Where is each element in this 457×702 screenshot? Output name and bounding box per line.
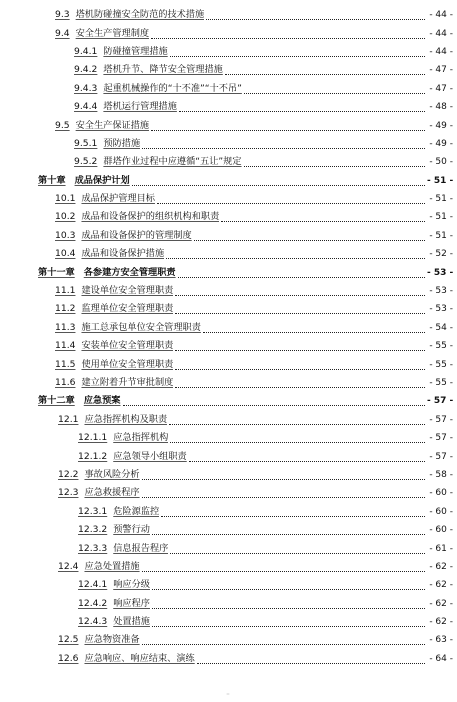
dot-leader [142, 496, 425, 498]
dot-leader [166, 257, 425, 259]
dot-leader [221, 220, 425, 222]
toc-entry-title [38, 267, 176, 279]
toc-entry[interactable] [0, 392, 457, 410]
toc-page-number: - 60 - [429, 488, 453, 499]
toc-entry-label: 事故风险分析 [84, 468, 140, 480]
toc-entry-title [78, 616, 150, 628]
dot-leader [142, 478, 425, 480]
toc-entry-title [55, 303, 173, 315]
toc-entry-number: 12.3.3 [78, 542, 108, 554]
toc-page-number: - 62 - [429, 561, 453, 572]
toc-entry-number: 12.4 [58, 560, 79, 572]
toc-entry-number: 12.4.1 [78, 579, 108, 591]
dot-leader [206, 18, 425, 20]
toc-entry-title [55, 28, 149, 40]
toc-page-number: - 55 - [429, 378, 453, 388]
toc-entry[interactable] [0, 208, 457, 226]
dot-leader [244, 165, 425, 167]
toc-entry-label: 成品和设备保护的管理制度 [81, 229, 192, 241]
toc-page-number: - 51 - [429, 194, 453, 205]
toc-entry-label: 监理单位安全管理职责 [81, 303, 174, 315]
toc-page-number: - 49 - [429, 120, 453, 131]
dot-leader [170, 552, 425, 554]
toc-entry-title [58, 653, 195, 665]
toc-entry-number: 12.1.2 [78, 450, 108, 462]
toc-entry-title [78, 432, 168, 444]
toc-page-number: - 55 - [429, 341, 453, 352]
toc-entry-label: 信息报告程序 [113, 542, 169, 554]
toc-entry-title [74, 138, 140, 150]
dot-leader [175, 312, 425, 314]
toc-page-number: - 51 - [427, 175, 454, 186]
toc-entry-label: 成品保护计划 [74, 174, 130, 186]
toc-page-number: - 52 - [429, 249, 453, 260]
dot-leader [132, 184, 425, 186]
dot-leader [179, 110, 425, 112]
toc-page-number: - 64 - [429, 653, 453, 664]
toc-entry[interactable] [0, 429, 457, 447]
toc-entry-title [58, 414, 167, 426]
toc-entry-number: 第十一章 [38, 266, 75, 278]
toc-entry-label: 建设单位安全管理职责 [81, 285, 174, 297]
toc-entry-number: 11.3 [55, 321, 76, 333]
toc-entry-number: 12.5 [58, 634, 79, 646]
toc-entry[interactable] [0, 521, 457, 539]
toc-page-number: - 51 - [429, 212, 453, 223]
dot-leader [203, 331, 425, 333]
toc-entry-label: 响应分级 [113, 579, 150, 591]
toc-entry-title [55, 211, 219, 223]
toc-page-number: - 44 - [429, 28, 453, 39]
toc-entry-label: 应急物资准备 [84, 634, 140, 646]
toc-entry[interactable] [0, 98, 457, 116]
toc-entry-number: 12.6 [58, 652, 79, 664]
toc-entry-number: 12.4.2 [78, 597, 108, 609]
toc-page-number: - 57 - [429, 451, 453, 462]
toc-entry[interactable] [0, 61, 457, 79]
toc-entry-label: 使用单位安全管理职责 [81, 358, 174, 370]
toc-entry[interactable] [0, 80, 457, 98]
dot-leader [152, 588, 425, 590]
toc-entry-number: 9.5.1 [74, 137, 98, 149]
toc-entry[interactable] [0, 484, 457, 502]
toc-page-number: - 62 - [429, 580, 453, 591]
toc-entry-number: 11.4 [55, 340, 76, 352]
toc-entry[interactable] [0, 374, 457, 392]
dot-leader [151, 129, 425, 131]
toc-entry[interactable] [0, 447, 457, 465]
toc-entry[interactable] [0, 245, 457, 263]
toc-page-number: - 57 - [429, 414, 453, 425]
dot-leader [152, 625, 425, 627]
toc-entry-label: 应急领导小组职责 [113, 450, 187, 462]
toc-entry-number: 9.5.2 [74, 156, 98, 168]
dot-leader [161, 515, 425, 517]
toc-entry-number: 9.4 [55, 27, 70, 39]
toc-page-number: - 57 - [427, 396, 454, 407]
toc-entry-label: 塔机运行管理措施 [103, 101, 177, 113]
toc-entry-title [78, 451, 187, 463]
toc-entry-label: 塔机升节、降节安全管理措施 [103, 64, 223, 76]
toc-entry-title [78, 524, 150, 536]
toc-entry-title [55, 230, 192, 242]
toc-entry[interactable] [0, 337, 457, 355]
toc-entry[interactable] [0, 135, 457, 153]
toc-entry-label: 应急处置措施 [84, 560, 140, 572]
dot-leader [189, 460, 425, 462]
toc-entry-number: 9.4.3 [74, 82, 98, 94]
toc-page-number: - 47 - [429, 83, 453, 94]
dot-leader [194, 239, 425, 241]
toc-entry-number: 10.4 [55, 248, 76, 260]
toc-entry-label: 防碰撞管理措施 [103, 45, 168, 57]
toc-page-number: - 54 - [429, 322, 453, 333]
toc-entry-title [55, 359, 173, 371]
toc-entry[interactable] [0, 650, 457, 668]
toc-entry[interactable] [0, 282, 457, 300]
toc-entry-label: 应急响应、响应结束、演练 [84, 652, 195, 664]
toc-page-number: - 53 - [429, 286, 453, 297]
toc-entry-title [55, 377, 173, 389]
toc-entry-number: 12.3.1 [78, 505, 108, 517]
dot-leader [157, 202, 425, 204]
toc-entry-number: 9.5 [55, 119, 70, 131]
toc-entry[interactable] [0, 466, 457, 484]
toc-entry-number: 12.1.1 [78, 432, 108, 444]
toc-entry[interactable] [0, 153, 457, 171]
toc-entry-title [58, 634, 140, 646]
dot-leader [175, 386, 425, 388]
toc-entry-label: 安全生产管理制度 [75, 27, 150, 39]
toc-entry-title [55, 193, 155, 205]
toc-page-number: - 50 - [429, 157, 453, 168]
toc-page-number: - 62 - [429, 598, 453, 609]
toc-entry-label: 安装单位安全管理职责 [81, 340, 174, 352]
toc-entry[interactable] [0, 503, 457, 521]
toc-entry[interactable] [0, 539, 457, 557]
toc-entry-number: 12.3.2 [78, 524, 108, 536]
toc-entry-title [38, 175, 130, 187]
dot-leader [197, 662, 425, 664]
toc-page-number: - 60 - [429, 506, 453, 517]
toc-entry[interactable] [0, 300, 457, 318]
toc-entry-label: 塔机防碰撞安全防范的技术措施 [75, 9, 205, 21]
toc-entry[interactable] [0, 631, 457, 649]
toc-entry[interactable] [0, 355, 457, 373]
toc-entry-title [55, 120, 149, 132]
toc-entry-title [58, 469, 140, 481]
dot-leader [178, 276, 425, 278]
toc-page-number: - 60 - [429, 525, 453, 536]
toc-entry-number: 第十章 [38, 174, 66, 186]
dot-leader [225, 73, 425, 75]
toc-entry-number: 11.1 [55, 285, 76, 297]
toc-entry-number: 10.3 [55, 229, 76, 241]
toc-entry-title [55, 248, 164, 260]
toc-entry-title [74, 64, 223, 76]
dot-leader [152, 533, 425, 535]
toc-entry[interactable] [0, 576, 457, 594]
toc-page-number: - 53 - [429, 304, 453, 315]
dot-leader [175, 368, 425, 370]
toc-entry[interactable] [0, 319, 457, 337]
toc-entry-label: 各参建方安全管理职责 [83, 266, 176, 278]
toc-entry-label: 安全生产保证措施 [75, 119, 150, 131]
page-break-marker: ⁼ [226, 692, 231, 700]
toc-page-number: - 55 - [429, 359, 453, 370]
toc-page-number: - 44 - [429, 46, 453, 57]
toc-page-number: - 49 - [429, 138, 453, 149]
toc-entry-title [58, 487, 140, 499]
toc-entry-label: 危险源监控 [113, 505, 160, 517]
toc-page-number: - 61 - [429, 543, 453, 554]
toc-entry-label: 成品保护管理目标 [81, 193, 155, 205]
toc-entry[interactable] [0, 43, 457, 61]
toc-entry-label: 成品和设备保护的组织机构和职责 [81, 211, 220, 223]
toc-entry-number: 9.3 [55, 9, 70, 21]
toc-entry-title [55, 285, 173, 297]
toc-entry[interactable] [0, 24, 457, 42]
toc-entry-number: 11.6 [55, 377, 76, 388]
toc-entry-label: 建立附着升节审批制度 [81, 377, 174, 388]
dot-leader [170, 441, 425, 443]
toc-entry-number: 9.4.2 [74, 64, 98, 76]
toc-entry[interactable] [0, 558, 457, 576]
dot-leader [175, 349, 425, 351]
toc-entry-label: 应急指挥机构及职责 [84, 413, 168, 425]
toc-entry-number: 9.4.4 [74, 101, 98, 113]
dot-leader [175, 294, 425, 296]
toc-page-number: - 48 - [429, 102, 453, 113]
dot-leader [142, 147, 425, 149]
toc-page-number: - 53 - [427, 267, 454, 278]
toc-entry-title [58, 561, 140, 573]
toc-entry-label: 响应程序 [113, 597, 150, 609]
toc-entry-title [74, 101, 177, 113]
dot-leader [152, 607, 425, 609]
toc-entry[interactable] [0, 613, 457, 631]
dot-leader [142, 570, 425, 572]
toc-page-number: - 44 - [429, 10, 453, 21]
toc-entry-label: 预防措施 [103, 137, 141, 149]
toc-entry-title [55, 340, 173, 352]
toc-entry-title [38, 395, 121, 407]
toc-entry-label: 群塔作业过程中应遵循“五让”规定 [103, 156, 242, 168]
toc-entry[interactable] [0, 263, 457, 281]
toc-page-number: - 63 - [429, 635, 453, 646]
dot-leader [169, 423, 425, 425]
toc-entry[interactable] [0, 411, 457, 429]
toc-entry-number: 12.3 [58, 487, 79, 499]
toc-entry[interactable] [0, 227, 457, 245]
toc-entry-label: 预警行动 [113, 524, 150, 536]
dot-leader [151, 37, 425, 39]
toc-entry-title [78, 579, 150, 591]
toc-entry[interactable] [0, 172, 457, 190]
dot-leader [244, 92, 425, 94]
toc-entry-title [78, 598, 150, 610]
toc-entry-number: 11.2 [55, 303, 76, 315]
dot-leader [123, 404, 426, 406]
toc-entry-title [74, 156, 242, 168]
toc-entry-number: 10.2 [55, 211, 76, 223]
toc-entry-title [55, 322, 201, 334]
toc-page-number: - 47 - [429, 65, 453, 76]
toc-entry[interactable] [0, 116, 457, 134]
dot-leader [170, 55, 425, 57]
toc-entry-number: 11.5 [55, 358, 76, 370]
toc-entry-label: 成品和设备保护措施 [81, 248, 165, 260]
toc-entry-label: 起重机械操作的“十不准”“十不吊” [103, 82, 242, 94]
toc-entry[interactable] [0, 6, 457, 24]
toc-entry-number: 9.4.1 [74, 45, 98, 57]
toc-entry-number: 12.2 [58, 468, 79, 480]
toc-entry-title [78, 543, 168, 555]
toc-page-number: - 62 - [429, 617, 453, 628]
toc-entry-label: 处置措施 [113, 616, 150, 628]
toc-entry-number: 12.4.3 [78, 616, 108, 628]
toc-entry-number: 第十二章 [38, 395, 75, 407]
toc-page-number: - 58 - [429, 469, 453, 480]
toc-entry-title [74, 83, 242, 95]
toc-entry-label: 应急预案 [83, 395, 121, 407]
toc-page-number: - 51 - [429, 230, 453, 241]
table-of-contents [0, 6, 457, 668]
toc-entry-label: 应急救援程序 [84, 487, 140, 499]
toc-entry-label: 应急指挥机构 [113, 432, 169, 444]
toc-entry-title [74, 46, 168, 58]
toc-entry[interactable] [0, 190, 457, 208]
toc-entry[interactable] [0, 595, 457, 613]
toc-entry-number: 10.1 [55, 193, 76, 205]
toc-entry-label: 施工总承包单位安全管理职责 [81, 321, 201, 333]
dot-leader [142, 643, 425, 645]
toc-entry-title [78, 506, 159, 518]
toc-entry-number: 12.1 [58, 413, 79, 425]
toc-page-number: - 57 - [429, 433, 453, 444]
toc-entry-title [55, 9, 204, 21]
